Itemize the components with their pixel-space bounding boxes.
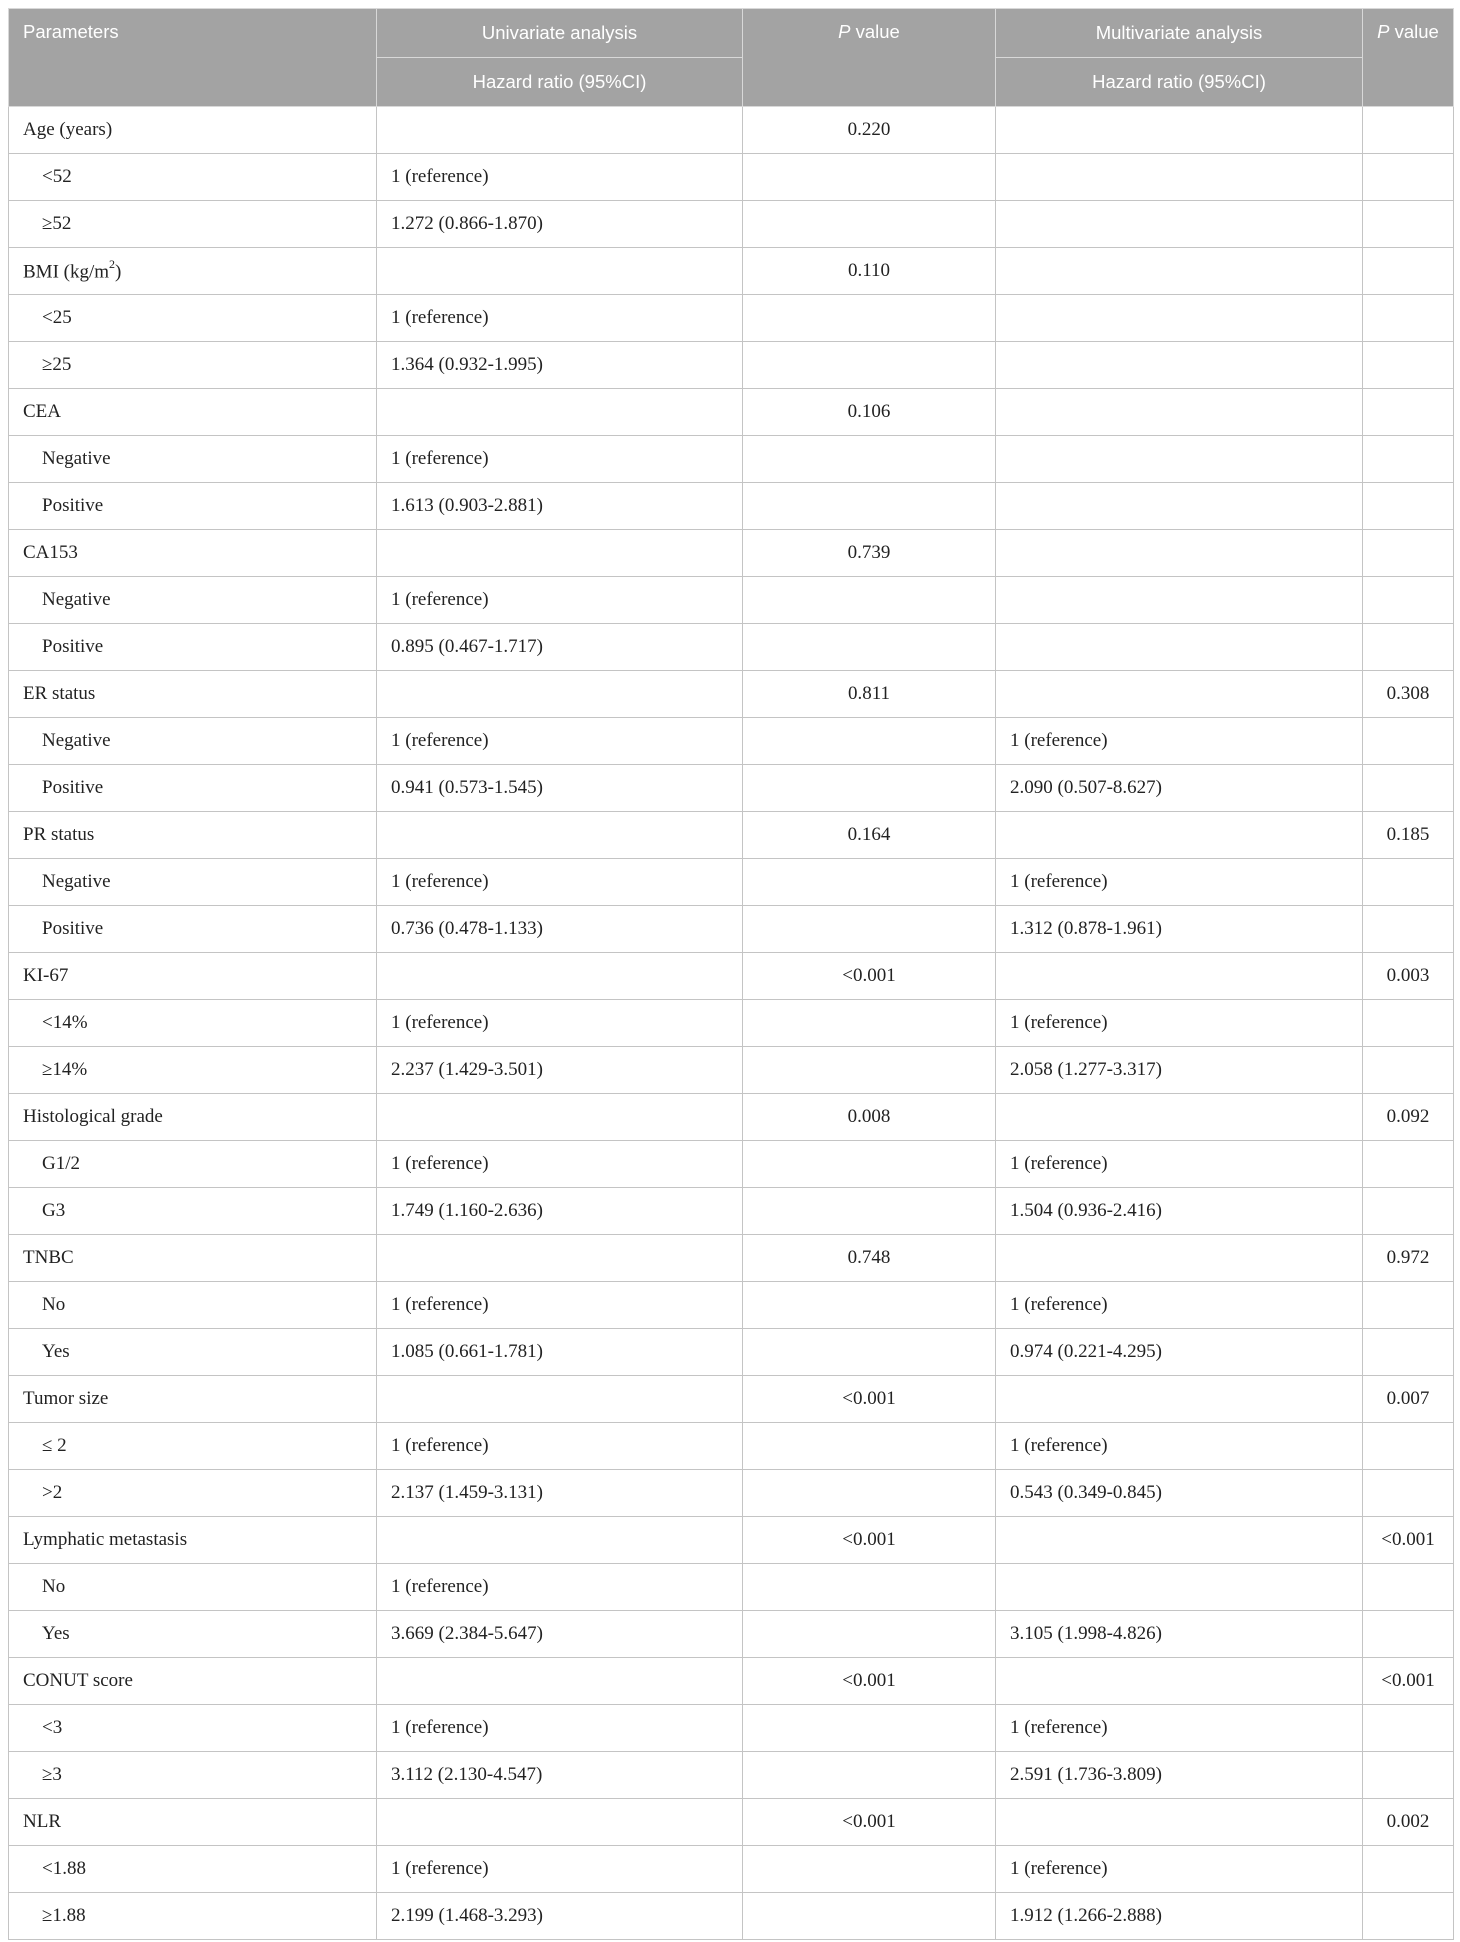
table-row <box>9 342 1454 389</box>
cell-uni-hazard-ratio: 1 (reference) <box>377 859 743 906</box>
cell-multi-p-value <box>1363 201 1454 248</box>
cell-uni-hazard-ratio: 1 (reference) <box>377 1705 743 1752</box>
cell-uni-hazard-ratio: 1 (reference) <box>377 295 743 342</box>
cell-multi-p-value <box>1363 483 1454 530</box>
table-row <box>9 436 1454 483</box>
cell-uni-p-value <box>743 1329 996 1376</box>
cell-multi-p-value <box>1363 1611 1454 1658</box>
cell-multi-p-value: 0.972 <box>1363 1235 1454 1282</box>
cell-parameter: G1/2 <box>9 1141 377 1188</box>
cell-uni-p-value <box>743 1188 996 1235</box>
cell-multi-p-value: 0.308 <box>1363 671 1454 718</box>
table-row <box>9 530 1454 577</box>
cell-parameter: Positive <box>9 624 377 671</box>
cell-uni-hazard-ratio: 2.137 (1.459-3.131) <box>377 1470 743 1517</box>
cell-uni-hazard-ratio: 1.085 (0.661-1.781) <box>377 1329 743 1376</box>
cell-multi-p-value <box>1363 718 1454 765</box>
cell-uni-p-value <box>743 295 996 342</box>
cell-parameter: Yes <box>9 1329 377 1376</box>
cell-multi-hazard-ratio <box>996 671 1363 718</box>
cell-uni-p-value <box>743 1752 996 1799</box>
table-row <box>9 483 1454 530</box>
cell-multi-hazard-ratio <box>996 389 1363 436</box>
cell-uni-hazard-ratio: 0.941 (0.573-1.545) <box>377 765 743 812</box>
cell-multi-hazard-ratio <box>996 1094 1363 1141</box>
cell-uni-p-value <box>743 1423 996 1470</box>
cell-multi-p-value <box>1363 1000 1454 1047</box>
cell-parameter: CONUT score <box>9 1658 377 1705</box>
cell-parameter: Lymphatic metastasis <box>9 1517 377 1564</box>
table-row <box>9 1376 1454 1423</box>
cell-multi-hazard-ratio <box>996 201 1363 248</box>
cell-multi-hazard-ratio <box>996 1235 1363 1282</box>
cell-uni-p-value: 0.748 <box>743 1235 996 1282</box>
cell-multi-p-value <box>1363 1752 1454 1799</box>
cell-multi-hazard-ratio: 2.058 (1.277-3.317) <box>996 1047 1363 1094</box>
cell-uni-p-value <box>743 1564 996 1611</box>
cell-multi-hazard-ratio: 3.105 (1.998-4.826) <box>996 1611 1363 1658</box>
cell-uni-p-value <box>743 577 996 624</box>
cell-multi-p-value <box>1363 765 1454 812</box>
table-row <box>9 953 1454 1000</box>
table-container <box>8 8 1453 1940</box>
cell-uni-p-value <box>743 1846 996 1893</box>
cell-uni-hazard-ratio: 1 (reference) <box>377 1423 743 1470</box>
cell-multi-hazard-ratio: 1 (reference) <box>996 859 1363 906</box>
cell-uni-hazard-ratio: 2.199 (1.468-3.293) <box>377 1893 743 1940</box>
cell-multi-p-value <box>1363 1047 1454 1094</box>
cell-uni-p-value: 0.008 <box>743 1094 996 1141</box>
cell-uni-hazard-ratio <box>377 1094 743 1141</box>
cell-multi-p-value: 0.092 <box>1363 1094 1454 1141</box>
cell-multi-hazard-ratio: 2.591 (1.736-3.809) <box>996 1752 1363 1799</box>
table-row <box>9 906 1454 953</box>
cell-parameter: Negative <box>9 859 377 906</box>
cell-uni-hazard-ratio: 1 (reference) <box>377 1564 743 1611</box>
cell-multi-p-value <box>1363 1846 1454 1893</box>
cell-multi-hazard-ratio <box>996 248 1363 295</box>
cell-multi-p-value <box>1363 577 1454 624</box>
cell-parameter: ER status <box>9 671 377 718</box>
cell-parameter: Age (years) <box>9 107 377 154</box>
cell-parameter: <3 <box>9 1705 377 1752</box>
cell-uni-p-value <box>743 1000 996 1047</box>
cell-uni-p-value: <0.001 <box>743 953 996 1000</box>
cell-multi-p-value: 0.003 <box>1363 953 1454 1000</box>
table-row <box>9 577 1454 624</box>
cell-multi-p-value <box>1363 107 1454 154</box>
cell-multi-hazard-ratio: 2.090 (0.507-8.627) <box>996 765 1363 812</box>
cell-multi-hazard-ratio: 1 (reference) <box>996 1000 1363 1047</box>
cell-multi-hazard-ratio <box>996 295 1363 342</box>
cell-parameter: No <box>9 1282 377 1329</box>
cell-multi-hazard-ratio <box>996 1658 1363 1705</box>
cell-multi-hazard-ratio <box>996 1564 1363 1611</box>
table-row <box>9 1329 1454 1376</box>
cell-multi-hazard-ratio <box>996 107 1363 154</box>
cell-parameter: ≥1.88 <box>9 1893 377 1940</box>
table-row <box>9 1705 1454 1752</box>
cell-parameter: <14% <box>9 1000 377 1047</box>
cell-multi-p-value: 0.002 <box>1363 1799 1454 1846</box>
table-row <box>9 624 1454 671</box>
cell-uni-hazard-ratio <box>377 1235 743 1282</box>
cell-multi-hazard-ratio <box>996 1517 1363 1564</box>
cell-parameter: NLR <box>9 1799 377 1846</box>
cell-uni-p-value: <0.001 <box>743 1517 996 1564</box>
p-value-word: value <box>1389 21 1439 42</box>
cell-parameter: CEA <box>9 389 377 436</box>
cell-uni-hazard-ratio <box>377 248 743 295</box>
cell-uni-p-value: 0.739 <box>743 530 996 577</box>
cell-uni-p-value <box>743 154 996 201</box>
cell-uni-hazard-ratio: 3.669 (2.384-5.647) <box>377 1611 743 1658</box>
header-multi-p-value <box>1363 9 1454 107</box>
table-row <box>9 1517 1454 1564</box>
p-italic: P <box>1377 21 1390 42</box>
cell-multi-hazard-ratio: 1.912 (1.266-2.888) <box>996 1893 1363 1940</box>
cell-multi-hazard-ratio: 0.543 (0.349-0.845) <box>996 1470 1363 1517</box>
cell-uni-p-value <box>743 1047 996 1094</box>
cell-multi-p-value <box>1363 342 1454 389</box>
table-row <box>9 1188 1454 1235</box>
cell-multi-p-value: 0.185 <box>1363 812 1454 859</box>
cell-multi-p-value <box>1363 1705 1454 1752</box>
cell-parameter: TNBC <box>9 1235 377 1282</box>
cell-parameter: PR status <box>9 812 377 859</box>
cell-multi-hazard-ratio <box>996 577 1363 624</box>
cell-parameter: Positive <box>9 906 377 953</box>
param-superscript: 2 <box>109 256 116 271</box>
table-row <box>9 1846 1454 1893</box>
cell-multi-p-value <box>1363 1470 1454 1517</box>
cell-uni-hazard-ratio: 1 (reference) <box>377 1000 743 1047</box>
header-multivariate: Multivariate analysis <box>996 9 1363 58</box>
cell-parameter: >2 <box>9 1470 377 1517</box>
cell-uni-hazard-ratio: 1.364 (0.932-1.995) <box>377 342 743 389</box>
cell-multi-hazard-ratio: 1.504 (0.936-2.416) <box>996 1188 1363 1235</box>
cell-uni-hazard-ratio: 0.895 (0.467-1.717) <box>377 624 743 671</box>
cell-uni-hazard-ratio: 0.736 (0.478-1.133) <box>377 906 743 953</box>
cell-multi-hazard-ratio <box>996 342 1363 389</box>
cell-multi-p-value <box>1363 295 1454 342</box>
cell-uni-hazard-ratio <box>377 107 743 154</box>
cell-uni-p-value <box>743 1893 996 1940</box>
cell-multi-p-value <box>1363 1423 1454 1470</box>
table-row <box>9 1893 1454 1940</box>
table-row <box>9 154 1454 201</box>
cell-uni-hazard-ratio: 1.613 (0.903-2.881) <box>377 483 743 530</box>
cell-uni-hazard-ratio: 3.112 (2.130-4.547) <box>377 1752 743 1799</box>
cell-uni-hazard-ratio: 1 (reference) <box>377 154 743 201</box>
cell-multi-p-value <box>1363 248 1454 295</box>
table-row <box>9 1000 1454 1047</box>
cell-uni-hazard-ratio <box>377 1658 743 1705</box>
cell-parameter: ≥25 <box>9 342 377 389</box>
cell-parameter: Negative <box>9 436 377 483</box>
cell-uni-p-value: 0.110 <box>743 248 996 295</box>
cell-multi-hazard-ratio <box>996 624 1363 671</box>
table-row <box>9 718 1454 765</box>
p-value-word: value <box>850 21 900 42</box>
table-row <box>9 859 1454 906</box>
table-row <box>9 765 1454 812</box>
cell-multi-hazard-ratio <box>996 483 1363 530</box>
cell-uni-hazard-ratio: 1 (reference) <box>377 577 743 624</box>
cell-parameter: Tumor size <box>9 1376 377 1423</box>
cell-multi-hazard-ratio <box>996 154 1363 201</box>
param-text: BMI (kg/m <box>23 261 110 283</box>
cell-uni-hazard-ratio: 1.272 (0.866-1.870) <box>377 201 743 248</box>
cell-uni-hazard-ratio <box>377 1517 743 1564</box>
cell-multi-p-value: 0.007 <box>1363 1376 1454 1423</box>
cell-multi-p-value <box>1363 1188 1454 1235</box>
cell-parameter: <25 <box>9 295 377 342</box>
cell-multi-p-value <box>1363 859 1454 906</box>
cell-uni-p-value: 0.106 <box>743 389 996 436</box>
cell-multi-p-value <box>1363 530 1454 577</box>
cell-uni-p-value <box>743 718 996 765</box>
table-row <box>9 1752 1454 1799</box>
cell-uni-p-value: <0.001 <box>743 1376 996 1423</box>
table-row <box>9 1470 1454 1517</box>
cell-uni-hazard-ratio: 1.749 (1.160-2.636) <box>377 1188 743 1235</box>
header-univariate: Univariate analysis <box>377 9 743 58</box>
cell-parameter: ≤ 2 <box>9 1423 377 1470</box>
cell-multi-p-value <box>1363 154 1454 201</box>
cell-uni-p-value <box>743 483 996 530</box>
cell-uni-p-value <box>743 859 996 906</box>
cell-parameter: Negative <box>9 718 377 765</box>
cell-parameter: ≥3 <box>9 1752 377 1799</box>
cell-multi-hazard-ratio: 1 (reference) <box>996 1423 1363 1470</box>
cell-multi-hazard-ratio: 1 (reference) <box>996 1282 1363 1329</box>
table-body <box>9 107 1454 1940</box>
cell-uni-hazard-ratio: 1 (reference) <box>377 1282 743 1329</box>
cell-parameter: Positive <box>9 483 377 530</box>
cell-parameter: Yes <box>9 1611 377 1658</box>
cell-parameter: <1.88 <box>9 1846 377 1893</box>
cell-parameter: <52 <box>9 154 377 201</box>
cell-uni-hazard-ratio: 1 (reference) <box>377 1141 743 1188</box>
cell-uni-hazard-ratio <box>377 1376 743 1423</box>
cell-uni-hazard-ratio <box>377 671 743 718</box>
cell-multi-p-value <box>1363 1564 1454 1611</box>
cell-multi-p-value <box>1363 906 1454 953</box>
cell-uni-p-value <box>743 1282 996 1329</box>
cell-uni-hazard-ratio: 1 (reference) <box>377 718 743 765</box>
table-row <box>9 1564 1454 1611</box>
cell-parameter: ≥52 <box>9 201 377 248</box>
cell-multi-hazard-ratio: 1 (reference) <box>996 1705 1363 1752</box>
cell-uni-hazard-ratio <box>377 530 743 577</box>
table-row <box>9 1282 1454 1329</box>
cell-multi-hazard-ratio: 1.312 (0.878-1.961) <box>996 906 1363 953</box>
cell-multi-p-value <box>1363 1141 1454 1188</box>
cell-uni-hazard-ratio: 1 (reference) <box>377 436 743 483</box>
cell-uni-p-value <box>743 624 996 671</box>
cell-uni-hazard-ratio: 1 (reference) <box>377 1846 743 1893</box>
header-uni-p-value <box>743 9 996 107</box>
table-row <box>9 107 1454 154</box>
table-row <box>9 1799 1454 1846</box>
cox-regression-table <box>8 8 1454 1940</box>
table-header <box>9 9 1454 107</box>
cell-multi-hazard-ratio: 0.974 (0.221-4.295) <box>996 1329 1363 1376</box>
header-parameters: Parameters <box>9 9 377 107</box>
cell-uni-p-value <box>743 906 996 953</box>
cell-uni-p-value <box>743 1470 996 1517</box>
table-row <box>9 1658 1454 1705</box>
header-multi-hazard-ratio: Hazard ratio (95%CI) <box>996 58 1363 107</box>
table-row <box>9 1611 1454 1658</box>
cell-multi-hazard-ratio <box>996 812 1363 859</box>
cell-parameter: No <box>9 1564 377 1611</box>
cell-parameter: Positive <box>9 765 377 812</box>
cell-parameter: CA153 <box>9 530 377 577</box>
cell-uni-p-value <box>743 342 996 389</box>
cell-multi-hazard-ratio: 1 (reference) <box>996 1141 1363 1188</box>
cell-multi-hazard-ratio <box>996 1376 1363 1423</box>
cell-multi-p-value <box>1363 436 1454 483</box>
cell-multi-p-value <box>1363 1893 1454 1940</box>
cell-multi-p-value <box>1363 1282 1454 1329</box>
cell-uni-p-value <box>743 436 996 483</box>
cell-multi-p-value <box>1363 624 1454 671</box>
cell-multi-hazard-ratio <box>996 1799 1363 1846</box>
cell-parameter: Negative <box>9 577 377 624</box>
cell-multi-hazard-ratio <box>996 436 1363 483</box>
cell-parameter: G3 <box>9 1188 377 1235</box>
table-row <box>9 248 1454 295</box>
table-row <box>9 671 1454 718</box>
cell-uni-hazard-ratio <box>377 812 743 859</box>
header-uni-hazard-ratio: Hazard ratio (95%CI) <box>377 58 743 107</box>
cell-uni-p-value <box>743 201 996 248</box>
cell-uni-p-value: <0.001 <box>743 1658 996 1705</box>
cell-uni-hazard-ratio <box>377 953 743 1000</box>
cell-multi-hazard-ratio <box>996 530 1363 577</box>
cell-multi-hazard-ratio <box>996 953 1363 1000</box>
cell-uni-p-value: 0.811 <box>743 671 996 718</box>
table-row <box>9 812 1454 859</box>
cell-uni-p-value <box>743 1705 996 1752</box>
table-row <box>9 1141 1454 1188</box>
p-italic: P <box>838 21 851 42</box>
cell-uni-hazard-ratio: 2.237 (1.429-3.501) <box>377 1047 743 1094</box>
cell-parameter: Histological grade <box>9 1094 377 1141</box>
table-row <box>9 201 1454 248</box>
table-row <box>9 1047 1454 1094</box>
table-row <box>9 389 1454 436</box>
cell-multi-p-value: <0.001 <box>1363 1517 1454 1564</box>
cell-parameter: KI-67 <box>9 953 377 1000</box>
cell-multi-p-value <box>1363 389 1454 436</box>
cell-parameter <box>9 248 377 295</box>
table-row <box>9 1423 1454 1470</box>
cell-uni-hazard-ratio <box>377 1799 743 1846</box>
table-row <box>9 1235 1454 1282</box>
cell-multi-p-value <box>1363 1329 1454 1376</box>
cell-uni-p-value <box>743 765 996 812</box>
cell-uni-hazard-ratio <box>377 389 743 436</box>
cell-multi-p-value: <0.001 <box>1363 1658 1454 1705</box>
cell-multi-hazard-ratio: 1 (reference) <box>996 718 1363 765</box>
cell-uni-p-value: <0.001 <box>743 1799 996 1846</box>
cell-parameter: ≥14% <box>9 1047 377 1094</box>
cell-uni-p-value: 0.164 <box>743 812 996 859</box>
cell-uni-p-value <box>743 1611 996 1658</box>
table-row <box>9 295 1454 342</box>
table-row <box>9 1094 1454 1141</box>
cell-multi-hazard-ratio: 1 (reference) <box>996 1846 1363 1893</box>
cell-uni-p-value <box>743 1141 996 1188</box>
param-text-tail: ) <box>115 261 122 283</box>
cell-uni-p-value: 0.220 <box>743 107 996 154</box>
